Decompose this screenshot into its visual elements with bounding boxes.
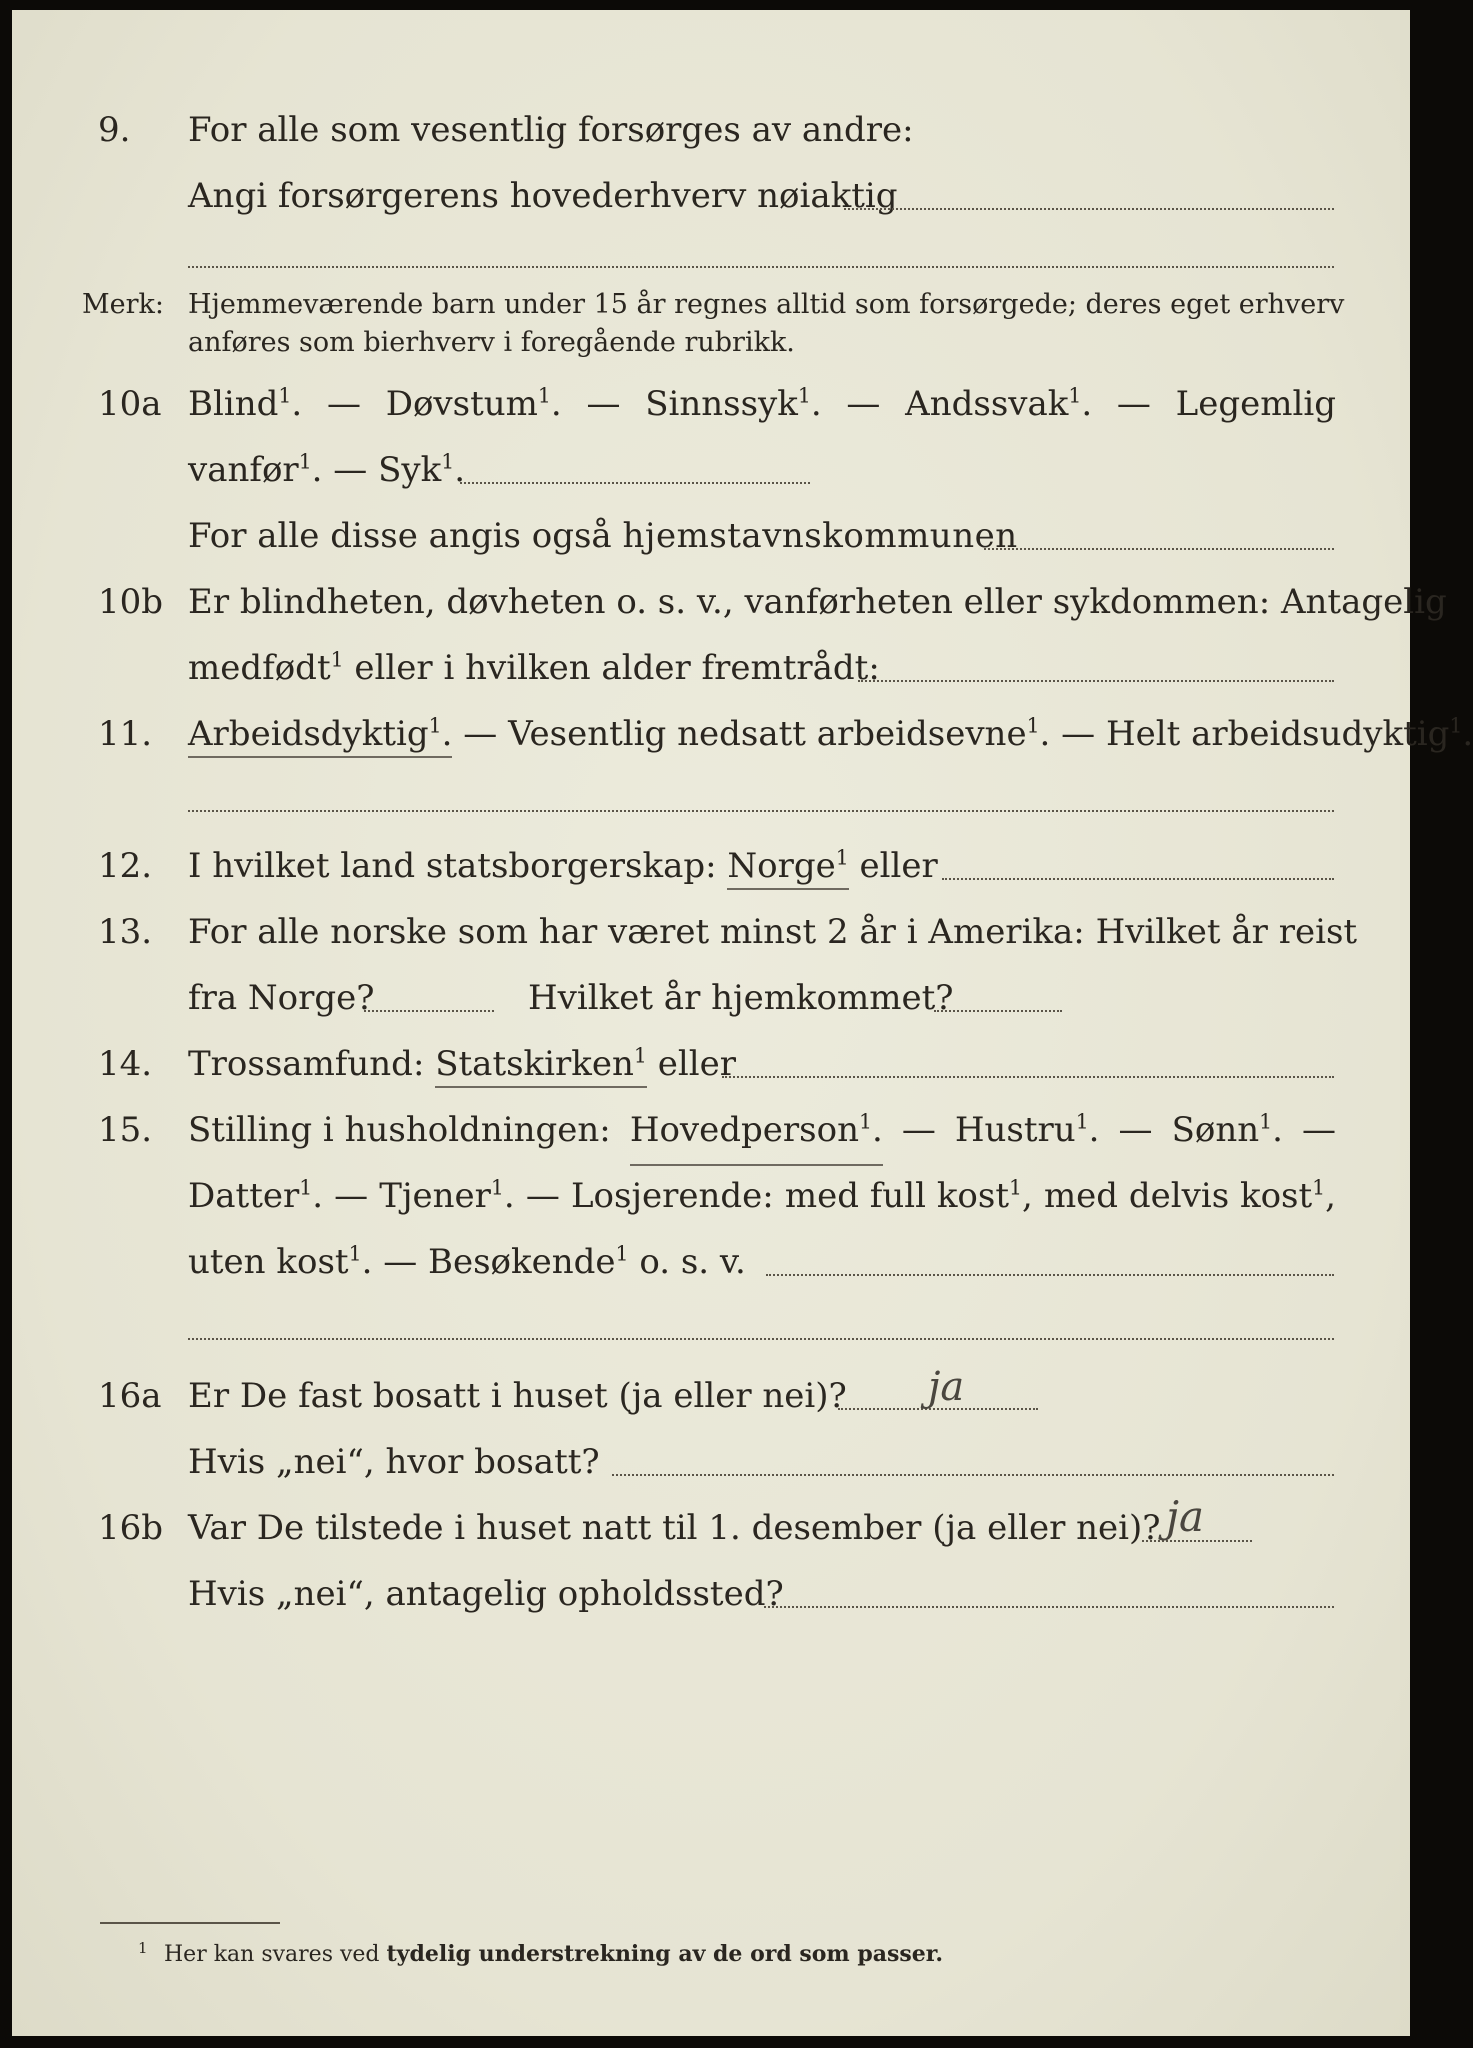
answer-line[interactable] xyxy=(364,1008,494,1012)
option-sinnssyk[interactable]: Sinnssyk$^1$. xyxy=(645,383,822,424)
option-delvis-kost[interactable]: med delvis kost$^1$, xyxy=(1043,1175,1336,1216)
question-number: 12. xyxy=(98,846,153,886)
option-besokende[interactable]: Besøkende$^1$ xyxy=(428,1241,629,1282)
answer-line[interactable] xyxy=(188,808,1334,812)
answer-line[interactable] xyxy=(188,1336,1334,1340)
option-tjener[interactable]: Tjener$^1$. xyxy=(379,1175,515,1216)
option-uten-kost[interactable]: uten kost$^1$. xyxy=(188,1241,373,1282)
handwritten-answer[interactable]: ja xyxy=(928,1364,965,1410)
note-text: Hjemmeværende barn under 15 år regnes alltid som forsørgede; deres eget erhverv xyxy=(188,289,1345,320)
question-options: Stilling i husholdningen: Hovedperson$^1$. — Hustru$^1$. — Sønn$^1$. — xyxy=(188,1098,1336,1166)
answer-line[interactable] xyxy=(844,206,1334,210)
question-text: Trossamfund: Statskirken$^1$ eller xyxy=(188,1032,736,1096)
answer-line[interactable] xyxy=(764,1604,1334,1608)
question-text: I hvilket land statsborgerskap: Norge$^1$ eller xyxy=(188,834,938,898)
question-text: Er De fast bosatt i huset (ja eller nei)? xyxy=(188,1376,847,1416)
option-hustru[interactable]: Hustru$^1$. xyxy=(954,1109,1100,1150)
option-statskirken[interactable]: Statskirken$^1$ xyxy=(435,1044,647,1088)
note-label: Merk: xyxy=(82,289,164,320)
answer-line[interactable] xyxy=(612,1472,1334,1476)
answer-line[interactable] xyxy=(188,264,1334,268)
answer-line[interactable] xyxy=(942,876,1334,880)
question-text: Angi forsørgerens hovederhverv nøiaktig xyxy=(188,176,898,216)
question-options: vanfør$^1$. — Syk$^1$. xyxy=(188,449,466,490)
option-legemlig[interactable]: Legemlig xyxy=(1175,384,1336,424)
question-text: For alle disse angis også hjemstavnskommunen xyxy=(188,516,1018,556)
question-text: Hvis „nei“, hvor bosatt? xyxy=(188,1442,600,1482)
question-number: 9. xyxy=(98,110,131,150)
question-number: 11. xyxy=(98,714,153,754)
question-text: For alle som vesentlig forsørges av andre: xyxy=(188,110,914,150)
option-norge[interactable]: Norge$^1$ xyxy=(727,846,848,890)
question-text: Var De tilstede i huset natt til 1. desember (ja eller nei)? xyxy=(188,1508,1161,1548)
option-vanfor[interactable]: vanfør$^1$. xyxy=(188,449,323,490)
option-syk[interactable]: Syk$^1$. xyxy=(378,449,466,490)
answer-line[interactable] xyxy=(766,1272,1334,1276)
option-datter[interactable]: Datter$^1$. xyxy=(188,1175,324,1216)
question-number: 10b xyxy=(98,582,164,622)
answer-line[interactable] xyxy=(722,1074,1334,1078)
question-number: 10a xyxy=(98,384,162,424)
option-full-kost[interactable]: med full kost$^1$, xyxy=(784,1175,1033,1216)
answer-line[interactable] xyxy=(984,546,1334,550)
question-number: 16a xyxy=(98,1376,162,1416)
footnote-marker: 1 xyxy=(138,1939,148,1957)
question-number: 14. xyxy=(98,1044,153,1084)
question-text: medfødt$^1$ eller i hvilken alder fremtrådt: xyxy=(188,647,880,688)
question-number: 16b xyxy=(98,1508,164,1548)
option-andssvak[interactable]: Andssvak$^1$. xyxy=(905,383,1093,424)
question-options: uten kost$^1$. — Besøkende$^1$ o. s. v. xyxy=(188,1241,746,1282)
option-blind[interactable]: Blind$^1$. xyxy=(188,383,303,424)
footnote-text: Her kan svares ved tydelig understrekning av de ord som passer. xyxy=(164,1941,944,1967)
option-hovedperson[interactable]: Hovedperson$^1$. xyxy=(630,1098,883,1166)
question-options: Blind$^1$. — Døvstum$^1$. — Sinnssyk$^1$. — Andssvak$^1$. — Legemlig xyxy=(188,372,1336,436)
footnote-rule xyxy=(100,1922,280,1924)
question-emphasis: hjemstavnskommunen xyxy=(622,516,1018,556)
question-text: For alle norske som har været minst 2 år i Amerika: Hvilket år reist xyxy=(188,912,1358,952)
handwritten-answer[interactable]: ja xyxy=(1166,1492,1205,1541)
question-options: Datter$^1$. — Tjener$^1$. — Losjerende: med full kost$^1$, med delvis kost$^1$, xyxy=(188,1164,1336,1228)
question-number: 15. xyxy=(98,1110,153,1150)
answer-line[interactable] xyxy=(460,480,810,484)
question-number: 13. xyxy=(98,912,153,952)
question-text: Hvilket år hjemkommet? xyxy=(528,978,954,1018)
option-nedsatt[interactable]: Vesentlig nedsatt arbeidsevne$^1$. xyxy=(508,713,1051,754)
question-text: Hvis „nei“, antagelig opholdssted? xyxy=(188,1574,784,1614)
question-options: Arbeidsdyktig$^1$. — Vesentlig nedsatt arbeidsevne$^1$. — Helt arbeidsudyktig$^1$. xyxy=(188,702,1473,766)
question-text: Er blindheten, døvheten o. s. v., vanførheten eller sykdommen: Antagelig xyxy=(188,582,1447,622)
note-text: anføres som bierhverv i foregående rubrikk. xyxy=(188,327,795,358)
option-arbeidsudyktig[interactable]: Helt arbeidsudyktig$^1$. xyxy=(1105,713,1473,754)
option-arbeidsdyktig[interactable]: Arbeidsdyktig$^1$. xyxy=(188,714,452,758)
option-medfodt[interactable]: medfødt$^1$ xyxy=(188,647,344,688)
option-dovstum[interactable]: Døvstum$^1$. xyxy=(385,383,562,424)
answer-line[interactable] xyxy=(934,1008,1062,1012)
question-text: fra Norge? xyxy=(188,978,375,1018)
option-sonn[interactable]: Sønn$^1$. xyxy=(1171,1109,1283,1150)
answer-line[interactable] xyxy=(858,678,1334,682)
census-form-page xyxy=(12,10,1473,2036)
